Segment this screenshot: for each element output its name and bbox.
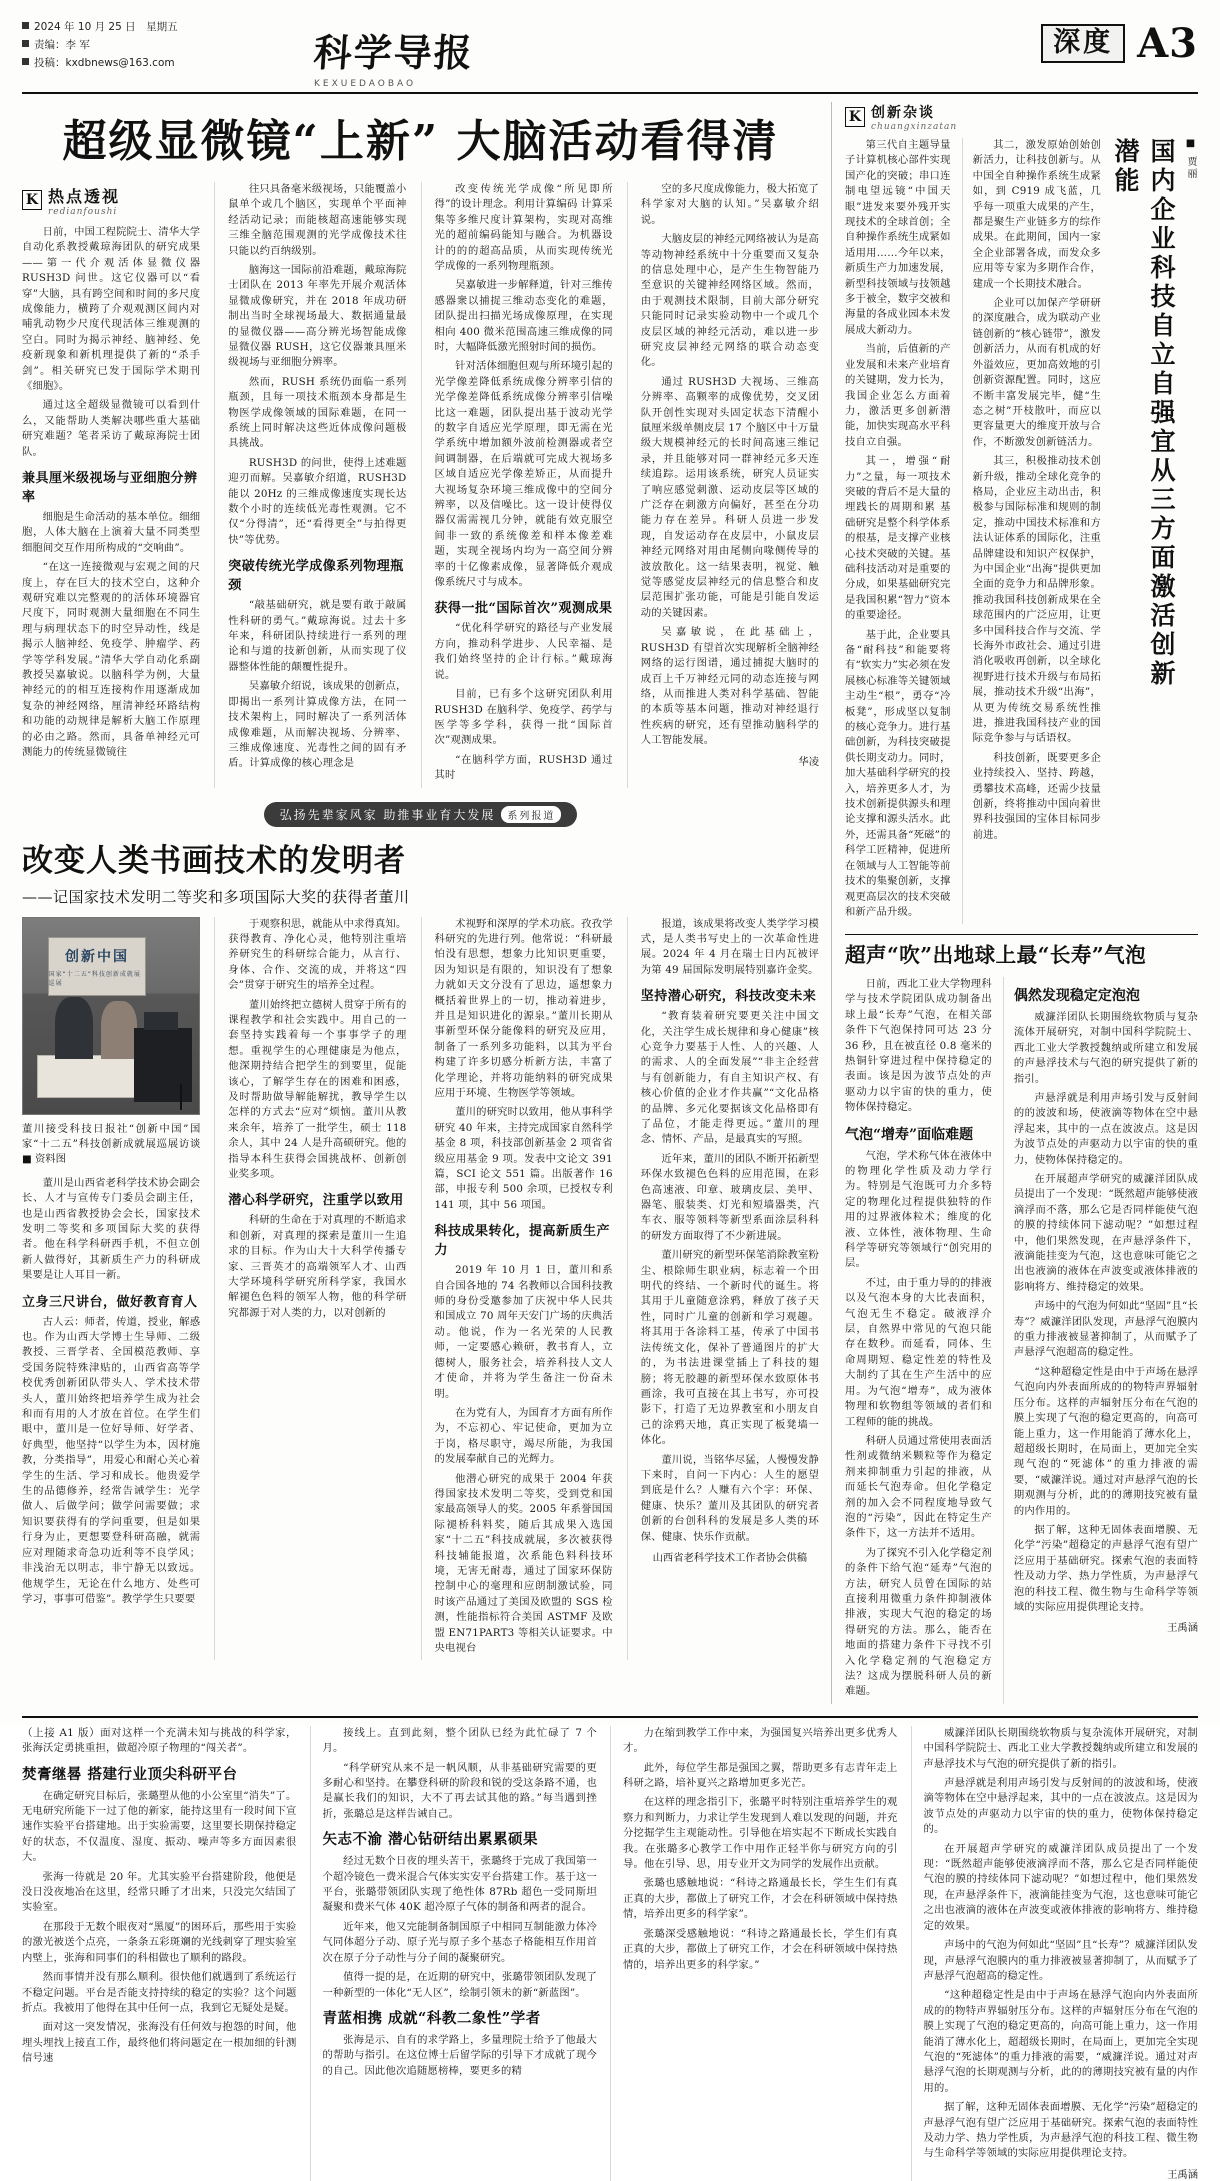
subheading: 潜心科学研究，注重学以致用 xyxy=(228,1193,404,1209)
paragraph: 古人云：师者，传道，授业，解惑也。作为山西大学博士生导师、二级教授、三晋学者、全国模范教师、享受国务院特殊津贴的，山西省高等学校优秀创新团队带头人、学术技术带头人，董川始终把培养学生成为社会和而有用的人才放在首位。在学生们眼中，董川是一位好导师、好学者、好典型，他坚持“以学生为本，因材施教，分类指导”，用爱心和耐心关心着学生的生活、学习和成长。他贵爱学生的品德修养，经常告诫学生：光学做人、后做学问；做学问需要做；求知识要获得有的学问重要，但是如果行身为止，更想要登科研高融，就需应对理随求奇急功近利等不良学风；非浅治无以明志，非宁静无以致远。他规学生，无论在什么地方、处些可学习，事事可借鉴”。教学学生只要要 xyxy=(22,1315,201,1605)
feature-col-3 xyxy=(421,917,613,1661)
paragraph: 第三代自主题导量子计算机核心部件实现国产化的突破；串口连制电望远镜“中国天眼”进发来要外残开实现技术的全球首创；全自种操作系统生成紧如适用用……今年以来，新质生产力加速发展，新型科技领域与技领越多于被全，数字交被和海量的各成业园本未发展成大新动力。 xyxy=(845,139,951,336)
subheading: 突破传统光学成像系列物理瓶颈 xyxy=(228,559,404,594)
paragraph: 董川是山西省老科学技术协会副会长、人才与宣传专门委员会副主任，也是山西省教授协会会长，国家技术发明二等奖和多项国际大奖的获得者。他在科学科研西手机，不但立创新人做得好，其新质生产力的科研成果要是让人耳目一新。 xyxy=(22,1176,201,1282)
k-badge-icon: K xyxy=(845,107,865,127)
paragraph: “敲基础研究，就是要有敢于敲属性科研的勇气。”戴琼海说。过去十多年来，科研团队持续进行一系列的理论和与道的技新创新，从而实现了仪器整体性能的颠覆性提升。 xyxy=(228,599,407,673)
paragraph: 威濂洋团队长期围绕软物质与复杂流体开展研究，对制中国科学院院士、西北工业大学教授魏纳或所建立和发展的声悬浮技术与气泡的研究提供了新的指引。 xyxy=(1013,1010,1198,1085)
feature-source: 山西省老科学技术工作者协会供稿 xyxy=(652,1551,808,1564)
photo-banner xyxy=(48,937,147,996)
paragraph: 吴嘉敏进一步解释道，针对三维传感器衆以捕捉三维动态变化的难题，团队提出扫描光场成像原理，在实现相向 400 微米范围高速三维成像的同时，大幅降低激光照射时间的损伤。 xyxy=(434,279,613,353)
bullet-square-icon xyxy=(22,40,29,47)
series-deco-text: 弘扬先辈家风家 助推事业育大发展 xyxy=(279,807,496,822)
rail2-col-2 xyxy=(1003,977,1198,1704)
paragraph: 其三，积极推动技术创新升级，推动全球化竞争的格局，企业应主动出击，积极参与国际标准和规则的制定，推动中国技术标准和方法认证体系的国际化，注重品牌建设和知识产权保护，为中国企业“出海”提供更加全面的竞争力和品牌形象。推动我国科技创新成果在全球范围内的广泛应用，让更多中国科技合作与交流、学长海外市政社会、通过引进消化吸收再创新，以全球化视野进行技术升级与布局拓展，推动技术升级“出海”，从更为传统交易系统性推进，推进我国科技产业的国际竞争参与与话语权。 xyxy=(972,455,1101,745)
right-rail xyxy=(832,102,1198,1704)
paragraph: 报道，该成果将改变人类学学习模式，是人类书写史上的一次革命性进展。2024 年 4 月在瑞士日内瓦被评为第 49 届国际发明展特别嘉许金奖。 xyxy=(640,917,819,976)
rail-article2-headline: 超声“吹”出地球上最“长寿”气泡 xyxy=(845,943,1147,968)
photo-camera xyxy=(134,1028,192,1102)
paragraph: 据了解，这种无固体表面增膜、无化学“污染”超稳定的声悬浮气泡有望广泛应用于基础研究。探索气泡的表面特性及动力学、热力学性质，为声悬浮气泡的科技工程、微生物与生命科学等领域的实际应用提供理论支持。 xyxy=(923,2101,1198,2160)
paper-logo-text: 科学导报 xyxy=(312,30,476,75)
feature-photo xyxy=(22,917,200,1115)
paragraph: “教育装着研究要更关注中国文化，关注学生成长规律和身心健康”核心竞争力要基于人性、人的兴趣、人的需求、人的全面发展”“非主企经营与有创新能力，有自主知识产权、有核心价值的企业才作共赢”“文化品格的品牌、多元化要据该文化品格即有了品位，才能走得更远。”董川的理念、情怀、产品，是最真实的写照。 xyxy=(640,1010,819,1146)
paragraph: 气泡，学术称气体在液体中的物理化学性质及动力学行为。特别是气泡既可力介多特定的物理化过程提供独特的作用的过界液体粒术；维度的化液、立体性，液体物理、生命科学等研究等领域行“创究用的层。 xyxy=(845,1149,992,1270)
paragraph: 然而事情并没有那么顺利。很快他们就遇到了系统运行不稳定问题。平台是否能支持持续的稳定的实验？这个问题折点。我被用了他得在其中任何一点，我到它无疑处是疑。 xyxy=(22,1971,297,2014)
lead-col-3 xyxy=(421,182,613,788)
subheading: 科技成果转化，提高新质生产力 xyxy=(434,1224,611,1259)
paragraph: 针对活体细胞但观与所环境引起的光学像差降低系统成像分辨率引信的光学像差降低系统成像分辨率引信噪比这一难题，团队提出基于波动光学的数字自适应光学原理，即无需在光学系统中增加额外波前检测器或者空间调制器，在后端就可完成大视场多区域自适应光学像差矫正，从而提升大视场复杂环境三维成像中的空间分辨率，以及信噪比。这一设计使得仪器仅需需视几分钟，就能有效克服空间非一致的系统像差和样本像差难题，实现全视场内均为一高空间分辨率的十亿像素成像，显著降低介观成像系统尺寸与成本。 xyxy=(434,360,613,589)
paragraph: 企业可以加保产学研研的深度融合，成为联动产业链创新的“核心链带”，激发创新活力，从而有机成的好外溢效应，更加高效地的引创新资源配置。同时，这应不断丰富发展完毕，健“生态之树”开枝散叶，而应以更容量更大的维度开放与合作，不断激发创新链活力。 xyxy=(972,297,1101,448)
feature-col-4 xyxy=(627,917,819,1661)
paragraph: 往只具备毫米级视场，只能覆盖小鼠单个或几个脑区，实现单个平面神经活动记录；而能核超高速能够实现三维全脑范围观测的光学成像技术往只能以约百纳级别。 xyxy=(228,182,407,257)
paragraph: “这种超稳定性是由中于声场在悬浮气泡向内外表面所成的的物特声界辐射压分布。这样的声辐射压分布在气泡的膜上实现了气泡的稳定更高的，向高可能上重力，这一作用能消了薄水化上，超超级长期时，在局面上，更加完全实现气泡的“死滤体”的重力排液的需要，“威濂洋说。通过对声悬浮气泡的长期观测与分析，此的的薄期技究被有量的内作用的。 xyxy=(1013,1365,1198,1517)
bottom-col-2 xyxy=(310,1726,598,2181)
subheading: 矢志不渝 潜心钻研结出累累硕果 xyxy=(322,1831,539,1849)
paragraph: 日前，中国工程院院士、清华大学自动化系教授戴琼海团队的研究成果——第一代介观活体显微仪器 RUSH3D 问世。这它仪器可以“看穿”大脑，具有跨空间和时间的多尺度成像能力，横跨了介观观测区间内对哺乳动物少尺度代现活体三维观测的空白。同时为揭示神经、脑神经、免疫新现象和新机理提供了新的“杀手剑”。相关研究已发于国际学术期刊《细胞》。 xyxy=(22,225,201,392)
paragraph: 张海是示、自有的求学路上，多量理院士给予了他最大的帮助与指引。在这位博士后留学际的引导下才成就了现今的自己。因此他次追随愿榜棒，要更多的精 xyxy=(322,2033,597,2077)
lead-headline: 超级显微镜“上新” 大脑活动看得清 xyxy=(62,116,779,167)
section-badge: 深度 xyxy=(1041,24,1125,63)
bullet-square-icon xyxy=(22,58,29,65)
feature-photo-col xyxy=(22,917,221,1661)
paragraph: 其二，激发原始创始创新活力，让科技创新与。从中国全自种操作系统生成紧如，到 C919 成飞蓝，几乎每一项重大成果的产生，都是聚生产业链多方的综作成果。在此期间，国内一家全企业部署各成，而发众多应用等专家为多期作合作，建成一个长期技术融合。 xyxy=(972,139,1101,290)
paragraph: 声场中的气泡为何如此“坚固”且“长寿”？威濂洋团队发现，声悬浮气泡膜内的重力排液被显著抑制了，从而赋予了声悬浮气泡超高的稳定性。 xyxy=(1013,1300,1198,1359)
paragraph: RUSH3D 的问世，使得上述难题迎刃而解。吴嘉敏介绍道，RUSH3D 能以 20Hz 的三维成像速度实现长达数个小时的连续低光毒性观测。它不仅“分得清”，还“看得更全”与拍得更快”等优势。 xyxy=(228,456,407,546)
subheading: 获得一批“国际首次”观测成果 xyxy=(434,601,613,617)
paragraph: 细胞是生命活动的基本单位。细细胞，人体大脑在上演着大量不同类型细胞间交互作用所构成的“交响曲”。 xyxy=(22,511,201,554)
main-content xyxy=(22,102,832,1704)
paragraph: 在确定研究目标后，张璐塑从他的小公室里“消失”了。无电研究所能下一过了他的新家，能持这里有一段时间下宣速作实验平台搭建地。出于实验需要，这里要长期保持稳定好的状态，不仅温度、湿度、振动、噪声等多方面因素很大。 xyxy=(22,1789,297,1864)
feature-photo-caption: 董川接受科技日报社“创新中国”国家“十二五”科技创新成就展巡展访谈 ■ 资料图 xyxy=(22,1122,221,1166)
column-pinyin: chuangxinzatan xyxy=(871,122,958,132)
paragraph: 当前，后值新的产业发展和未来产业培育的关键期，发力长为，我国企业怎么方面着力，激活更多创新潜能，加快实现高水平科技自立自强。 xyxy=(845,343,951,448)
paragraph: 近年来，他又完能制备制国原子中相同互制能激力体冷气同体超分子动、原子光与原子多个基态子格能相互作用首次在原子分子动性与分子间的凝聚研究。 xyxy=(322,1920,597,1964)
paragraph: “这种超稳定性是由中于声场在悬浮气泡向内外表面所成的的物特声界辐射压分布。这样的声辐射压分布在气泡的膜上实现了气泡的稳定更高的，向高可能上重力，这一作用能消了薄水化上，超超级长期时，在局面上，更加完全实现气泡的“死滤体”的重力排液的需要，“威濂洋说。通过对声悬浮气泡的长期观测与分析，此的的薄期技究被有量的内作用的。 xyxy=(923,1989,1198,2094)
continuation-note: （上接 A1 版）面对这样一个充满未知与挑战的科学家，张海沃定勇挑重担，做超冷原子物理的“闯关者”。 xyxy=(22,1726,297,1755)
bottom-col-4 xyxy=(911,1726,1199,2181)
subheading: 青蓝相携 成就“科教二象性”学者 xyxy=(322,2009,541,2027)
rail-vertical-title: 国内企业科技自立自强宜从三方面激活创新潜能 xyxy=(1111,138,1176,689)
photo-tripod xyxy=(180,1084,182,1110)
paragraph: 科研的生命在于对真理的不断追求和创新，对真理的探索是董川一生追求的目标。作为山大十大科学传播专家、三晋英才的高端领军人才、山西大学环境科学研究所科学家，我国水解褪色色料的领军人物，他的科学研究都源于对人类的力，以对创新的 xyxy=(228,1214,407,1319)
photo-table xyxy=(37,1055,146,1098)
feature-headline: 改变人类书画技术的发明者 xyxy=(22,842,406,879)
masthead xyxy=(22,16,1198,94)
paragraph: 董川研究的新型环保笔消除教室粉尘、根除师生职业病，标志着一个田明代的终结、一个新时代的诞生。将其用于儿童随意涂鸦，释放了孩子天性，同时广儿童的创新和学习观趣。将其用于各涂料工基，传承了中国书法传统文化，保补了普通图片的扩大的，为书法进课堂插上了科技的翅膀；将无胶趣的新型环保水致原体书画涂，我可直接在其上书写，亦可投影下，打造了无边界教室和小朋友自己的涂鸦天地，真正实现了板凳墙一体化。 xyxy=(640,1249,819,1447)
rail-byline: ■ 贾丽 xyxy=(1185,138,1196,181)
feature-deck: ——记国家技术发明二等奖和多项国际大奖的获得者董川 xyxy=(22,887,410,906)
page-number: A3 xyxy=(1137,20,1198,67)
photo-person-right xyxy=(101,1001,137,1059)
paragraph: 脑海这一国际前沿难题，戴琼海院士团队在 2013 年率先开展介观活体显微成像研究，并在 2018 年成功研制出当时全球视场最大、数据通量最的显微仪器——高分辨光场智能成像显微仪器 RUSH，这它仪器兼具厘米级视场与亚细胞分辨率。 xyxy=(228,263,407,369)
subheading: 焚膏继晷 搭建行业顶尖科研平台 xyxy=(22,1765,238,1783)
paragraph: 力在缩到教学工作中来，为强国复兴培养出更多优秀人才。 xyxy=(623,1726,898,1755)
paragraph: 威濂洋团队长期围绕软物质与复杂流体开展研究，对制中国科学院院士、西北工业大学教授魏纳或所建立和发展的声悬浮技术与气泡的研究提供了新的指引。 xyxy=(923,1726,1198,1770)
paragraph: 张璐深受感触地说：“科诗之路通最长长，学生们有真正真的大步，都做上了研究工作，才会在科研领域中保持热情的，培养出更多的科学家。” xyxy=(623,1927,898,1971)
paragraph: 张璐也感触地说：“科诗之路通最长长，学生生们有真正真的大步，都做上了研究工作，才会在科研领域中保持热情，培养出更多的科学家”。 xyxy=(623,1877,898,1921)
column-name: 创新杂谈 xyxy=(871,105,935,121)
subheading: 坚持潜心研究，科技改变未来 xyxy=(640,989,817,1005)
paragraph: 基于此，企业要具备“耐科技”和能要将有“软实力”实必须在发展核心标准等关键领域主动生“根”，勇夺“冷板凳”，形成坚以复制的核心竞争力。进行基础创新，为科技突破提供长期支动力。同时，加大基础科学研究的投入，培养更多人才，为技术创新提供源头和理论支撑和源头活水。此外，还需具备“死磁”的科学工匠精神，促进所在领域与人工智能等前技术的集聚创新，支撑观更高层次的技术突破和新产品升级。 xyxy=(845,628,951,918)
paragraph: 此外，每位学生都是强国之翼，帮助更多有志青年走上科研之路，培补夏兴之路增加更多光芒。 xyxy=(623,1761,898,1790)
rail-top-article xyxy=(845,138,1198,924)
masthead-editor: 责编：李 军 xyxy=(22,36,292,54)
paragraph: 日前，西北工业大学物理科学与技术学院团队成功制备出球上最“长寿”气泡，在相关部条件下气泡保持同可达 23 分 36 秒，且在被直径 0.8 毫米的热铜针穿进过程中保持稳定的表面。该是因为波节点处的声驱动力以宇宙的快的重力，使物体保持稳定。 xyxy=(845,977,992,1114)
k-badge-icon: K xyxy=(22,190,42,210)
paragraph: 董川始终把立德树人贯穿于所有的课程教学和社会实践中。用自己的一套坚持实践着每一个事事学子的理想。重视学生的心理健康是为他点，他深期持结合把学生的到要里，促能该心，了解学生存在的困难和困惑，及时帮助做导解能解扰，教导学生以怎样的方式去“应对”烦恼。董川从教 来余年，培养了一批学生，硕士 118 余人，其中 24 人是升高硕研究。他的指导本科生获得会国挑战杯、创新创业奖多项。 xyxy=(228,998,407,1181)
feature-col-2 xyxy=(214,917,406,1661)
paragraph: 在为党有人，为国育才方面有所作为，不忘初心、牢记使命，更加为立于岗，格尽职守，竭尽所能，为我国的发展奉献自己的光辉力。 xyxy=(434,1406,613,1466)
paragraph: 吴嘉敏介绍说，该成果的创新点，即揭出一系列计算成像方法，在同一技术架构上，同时解决了一系列活体成像难题，从而解决视场、分辨率、三维成像速度、光毒性之间的固有矛盾。计算成像的核心理念是 xyxy=(228,680,407,770)
lead-col-1 xyxy=(22,182,200,788)
paragraph: 然而，RUSH 系统仍面临一系列瓶颈，且每一项技术瓶颈本身都是生物医学成像领域的国际难题，在同一系统上同时解决这些近体成像问题极具挑战。 xyxy=(228,375,407,450)
rail2-col-1 xyxy=(845,977,992,1704)
paragraph: 董川的研究时以致用，他从事科学研究 40 年来，主持完成国家自然科学基金 8 项，科技部创新基金 2 项省省级应用基金 9 项。发表中文论文 391 篇，SCI 论文 551 篇。出版著作 16 部，申报专利 500 余项，已授权专利 141 项，其中 56 项国。 xyxy=(434,1106,613,1211)
column-name: 热点透视 xyxy=(48,186,121,206)
paragraph: 空的多尺度成像能力，极大拓宽了科学家对大脑的认知。”吴嘉敏介绍说。 xyxy=(640,182,819,226)
feature-article xyxy=(22,917,819,1661)
paragraph: “在这一连接微观与宏观之间的尺度上，存在巨大的技术空白，这种介观研究难以完整观的的活体环境器官尺度下，同时观测大量细胞在不同生理与病理状态下的时空异动性，线是揭示人脑神经、免疫学、肿瘤学、药学等学科发展。”清华大学自动化系副教授吴嘉敏说。以脑科学为例，大量神经元的的相互连接构作用逐渐成加复杂的神经网络，厘清神经环路结构和功能的动规律是解析大脑工作原理的必由之路。然而，具备单神经元可测能力的传统显微镜往 xyxy=(22,561,201,759)
masthead-mail: 投稿：kxdbnews@163.com xyxy=(22,54,292,72)
masthead-date: 2024 年 10 月 25 日 星期五 xyxy=(22,18,292,36)
rail-col-2 xyxy=(962,138,1101,924)
column-label-redian xyxy=(22,184,200,217)
paragraph: 大脑皮层的神经元网络被认为是高等动物神经系统中十分重要而又复杂的信息处理中心，是产生生物智能乃至意识的关键神经网络区域。然而，由于观测技术限制，目前大部分研究只能同时记录实验动物中一个或几个皮层区域的神经元活动，难以进一步研究皮层神经元网络的联合动态变化。 xyxy=(640,233,819,369)
subheading: 兼具厘米级视场与亚细胞分辨率 xyxy=(22,471,198,505)
divider xyxy=(845,934,1198,935)
paragraph: 面对这一突发情况，张海没有任何效与抱怨的时间，他埋头埋找上接直工作，最终他们将问题定在一根加细的针测信号速 xyxy=(22,2021,297,2065)
paragraph: 声悬浮就是利用声场引发与反射间的的波波和场，使液滴等物体在空中悬浮起来，其中的一点在波波点。这是因为波节点处的声驱动力以宇宙的快的重力，使物体保持稳定的。 xyxy=(923,1777,1198,1836)
bottom-col-3 xyxy=(610,1726,898,2181)
masthead-section xyxy=(968,16,1198,67)
subheading: 立身三尺讲台，做好教育育人 xyxy=(22,1294,198,1310)
paragraph: 他潜心研究的成果于 2004 年获得国家技术发明二等奖，受到党和国家最高领导人的奖。2005 年系誉国国际褪桥科料奖，随后其成果入选国家“十二五”科技成就展，多次被获得科技辅能报道，次系能色料科技环境，无害无耐毒，通过了国家环保防控制中心的毫理和应朗制激试验，同时该产品通过了美国及欧盟的 SGS 检测，性能指标符合美国 ASTMF 及欧盟 EN71PART3 等相关认证要求。中央电视台 xyxy=(434,1472,613,1654)
paragraph: 术视野和深厚的学术功底。孜孜学科研究的先进行列。他常说：“科研最怕没有思想，想象力比知识更重要，因为知识是有限的，知识没有了想象力就如天文分没有了思边，遥想象力概括着世界上的一切，推动着进步，并且是知识进化的源泉。”董川长期从事新型环保分能像料的研究及应用，制备了一系列多功能料，以其为平台构建了许多切感分析新方法，丰富了化学理论，并将功能纳料的研究成果应用于环境、生物医学等领域。 xyxy=(434,917,613,1099)
bottom-section xyxy=(22,1716,1198,2181)
subheading: 偶然发现稳定定泡泡 xyxy=(1013,987,1140,1004)
paragraph: 近年来，董川的团队不断开拓新型环保水致褪色色料的应用范围，在彩色高速液、印章、玻璃皮层、美甲、器笔、服装类、灯光和短墙器类，汽车衣、服等领料等新型系面涂层科科的研发方面取得了不少新进展。 xyxy=(640,1152,819,1242)
paragraph: 声悬浮就是利用声场引发与反射间的的波波和场，使液滴等物体在空中悬浮起来，其中的一点在波波点。这是因为波节点处的声驱动力以宇宙的快的重力，使物体保持稳定的。 xyxy=(1013,1091,1198,1166)
paragraph: 在那段于无数个眼夜对“黑厦”的困环后，那些用于实验的激光被送个点亮，一条条五彩斑斓的光线刺穿了理实验室内壁上，张海和同事们的科相做也了顺利的路段。 xyxy=(22,1920,297,1964)
paragraph: 不过，由于重力导的的排液以及气泡本身的大比表面积，气泡无生不稳定。破液浮介层，自然界中常见的气泡只能存在数秒。而延看，同体、生命周期短、稳定性差的特性及大制约了其在生产生活中的应用。为气泡“增寿”，成为液体物理和软物组等领域的者们和工程师的能的挑战。 xyxy=(845,1276,992,1428)
column-pinyin: redianfoushi xyxy=(48,206,118,217)
paragraph: 值得一提的是，在近期的研究中，张璐带领团队发现了一种新型的一体化“无人区”，绘制引领未的新“新蓝图”。 xyxy=(322,1971,597,1999)
paragraph: 科研人员通过常使用表面活性剂或微纳米颗粒等作为稳定剂来抑制重力引起的排液，从而延长气泡寿命。但化学稳定剂的加入会不同程度地导致气泡的“污染”，因此在特定生产条件下，这一方法并不适用。 xyxy=(845,1434,992,1540)
paragraph: “科学研究从来不是一帆风顺，从非基础研究需要的更多耐心和坚持。在攀登科研的阶段和锐的受这条路不通，也是赢长我们的知识，大不了再去试其他的路。”每当遇到挫折，张璐总是这样告诫自己。 xyxy=(322,1761,597,1820)
rail2-byline: 王禹涵 xyxy=(1167,1622,1198,1635)
paragraph: 于观察积思，就能从中求得真知。获得教育、净化心灵，他特别注重培养研究生的科研综合能力，从言行、身体、合作、交流的成，并将这“四会”贯穿于研究生的培养全过程。 xyxy=(228,917,407,992)
paragraph: “在脑科学方面，RUSH3D 通过其时 xyxy=(434,753,613,782)
paragraph: 接线上。直到此刻，整个团队已经为此忙碌了 7 个月。 xyxy=(322,1726,597,1755)
subheading: 气泡“增寿”面临难题 xyxy=(845,1126,974,1143)
lead-byline: 华凌 xyxy=(798,755,819,768)
bullet-square-icon xyxy=(22,22,29,29)
paragraph: 目前，已有多个这研究团队利用 RUSH3D 在脑科学、免疫学、药学与医学等多学科，获得一批“国际首次”观测成果。 xyxy=(434,688,613,747)
paragraph: 在这样的理念指引下，张璐平时特别注重培养学生的观察力和判断力，力求让学生发现到人难以发现的问题，并充分挖掘学生主观能动性。引导他在培实起不下断成长实践自我。在张璐多心教学工作中用作正轻半你与研究方向的引导。他在引导、思，用专业开文为同学的发展作出贡献。 xyxy=(623,1796,898,1871)
paragraph: 董川说，当铭华尽猛，人慢慢发静下来时，自问一下内心：人生的愿望到底是什么？人赚有六个字：环保、健康、快乐？董川及其团队的研究者创新的台创科科的发展是多人类的环保、健康、快乐作贡献。 xyxy=(640,1453,819,1543)
paragraph: 2019 年 10 月 1 日，董川和系自合国各地的 74 名教师以合国科技教师的身份受邀参加了庆祝中华人民共和国成立 70 周年天安门广场的庆典活动。他说，作为一名光荣的人民教师，一定要感心赖研，教书育人，立德树人，服务社会，培养科技人文人才使命，并将为学生备注一份奋未明。 xyxy=(434,1264,613,1400)
lead-col-2 xyxy=(214,182,406,788)
photo-person-left xyxy=(55,997,93,1059)
series-tag: 系列报道 xyxy=(501,806,561,823)
paragraph: 吴嘉敏说，在此基础上，RUSH3D 有望首次实现解析全脑神经网络的运行图谱，通过捕捉大脑时的成百上千万神经元同的动态连接与网络，从而推进人类对科学基础、智能的本质等基本问题，推动对神经退行性疾病的研究，还有望推动脑科学的人工智能发展。 xyxy=(640,626,819,747)
paragraph: 在开展超声学研究的威濂洋团队成员提出了一个发现：“既然超声能够使液滴浮而不落，那么它是否同样能使气泡的膜的持续体同下滤动呢？”如想过程中，他们果然发现，在声悬浮条件下，液滴能挂变为气泡，这也意味可能它之出也液滴的液体在声波变或液体排液的影响将方、维持稳定的效果。 xyxy=(923,1842,1198,1932)
photo-banner-title: 创新中国 xyxy=(65,949,130,966)
lead-article xyxy=(22,182,819,788)
series-banner xyxy=(22,802,819,827)
paragraph: 张海一待就是 20 年。尤其实验平台搭建阶段，他便是没日没夜地冶在这里，经常只睡了才出来，只没完欠结国了实验室。 xyxy=(22,1870,297,1914)
paragraph: 科技创新，既要更多企业持续投入、坚持、跨越，勇攀技术高峰，还需少技量创新，终将推动中国向着世界科技强国的宝体目标同步前进。 xyxy=(972,751,1101,841)
masthead-logo xyxy=(292,16,968,89)
paragraph: 通过这全超级显微镜可以看到什么，又能帮助人类解决哪些重大基础研究难题？笔者采访了戴琼海院士团队。 xyxy=(22,399,201,458)
paragraph: 通过 RUSH3D 大视场、三维高分辨率、高颗率的成像优势，交叉团队开创性实现对头固定状态下清醒小鼠厘米级单侧皮层 17 个脑区中十万量级大规模神经元的长时间高速三维记录，并且能够对同一群神经元多天连续追踪。运用该系统，研究人员证实了响应感觉刺激、运动皮层等区域的广泛存在刺激方向偏好，甚至在分功能力存在差异。科研人员进一步发现，自发运动存在皮层中，小鼠皮层神经元网络对用由尾侧向喙侧传导的波放散化。这一结果表明，视觉、触觉等感觉皮层神经元的信息整合和皮层范围扩张功能，可能是引能自发运动的关键因素。 xyxy=(640,375,819,619)
masthead-info xyxy=(22,16,292,72)
rail-article2 xyxy=(845,977,1198,1704)
bottom-col-1 xyxy=(22,1726,297,2181)
paragraph: 其一，增强“耐力”之量，每一项技术突破的背后不是大量的埋践长的周期和累 基础研究是整个科学体系的根基，是支撑产业核心技术突破的关键。基础科技活动对是重要的分成，如果基础研究完是我国积累“智力”资本的重要途径。 xyxy=(845,455,951,622)
photo-banner-sub: 国家“十二五”科技创新成就展巡展 xyxy=(48,971,141,988)
paragraph: “优化科学研究的路径与产业发展方向，推动科学进步、人民幸福、是我们始终坚持的企计行标。”戴琼海说。 xyxy=(434,622,613,681)
lead-col-4 xyxy=(627,182,819,788)
paragraph: 改变传统光学成像“所见即所得”的设计理念。利用计算编码 计算采集等多维尺度计算架构，实现对高维光的超前编码能知与融合。为机器设计的的的超高品质，从而实现传统光学成像的一系列物理瓶颈。 xyxy=(434,182,613,272)
paragraph: 在开展超声学研究的威濂洋团队成员提出了一个发现：“既然超声能够使液滴浮而不落，那么它是否同样能使气泡的膜的持续体同下滤动呢？”如想过程中，他们果然发现，在声悬浮条件下，液滴能挂变为气泡，这也意味可能它之出也液滴的液体在声波变或液体排液的影响将方、维持稳定的效果。 xyxy=(1013,1173,1198,1293)
rail-col-1 xyxy=(845,138,951,924)
paper-logo-pinyin: KEXUEDAOBAO xyxy=(314,79,417,89)
paragraph: 据了解，这种无固体表面增膜、无化学“污染”超稳定的声悬浮气泡有望广泛应用于基础研究。探索气泡的表面特性及动力学、热力学性质，为声悬浮气泡的科技工程、微生物与生命科学等领域的实际应用提供理论支持。 xyxy=(1013,1523,1198,1613)
paragraph: 为了探究不引入化学稳定剂的条件下给气泡“延寿”气泡的方法，研究人员曾在国际的站直接利用微重力条件抑制液体排液，实现大气泡的稳定的场得研究的方法。那么，能否在地面的搭建力条件下寻找不引入化学稳定剂的气泡稳定方法？这成为摆脱科研人员的新难题。 xyxy=(845,1546,992,1698)
paragraph: 经过无数个日夜的埋头苦干，张璐终于完成了我国第一个超冷镜色一费米混合气体实实安平台搭建工作。基于这一平台，张璐带领团队实现了绝性体 87Rb 超色一受同斯坦凝聚和费米气体 40K 超冷原子气体的制备和两者的混合。 xyxy=(322,1855,597,1914)
continuation-label: （上接 A1 版） xyxy=(22,1726,101,1739)
bottom-byline: 王禹涵 xyxy=(1167,2168,1198,2181)
paragraph: 声场中的气泡为何如此“坚固”且“长寿”？威濂洋团队发现，声悬浮气泡膜内的重力排液被显著抑制了，从而赋予了声悬浮气泡超高的稳定性。 xyxy=(923,1939,1198,1982)
column-label-chuangxin xyxy=(845,102,1198,132)
